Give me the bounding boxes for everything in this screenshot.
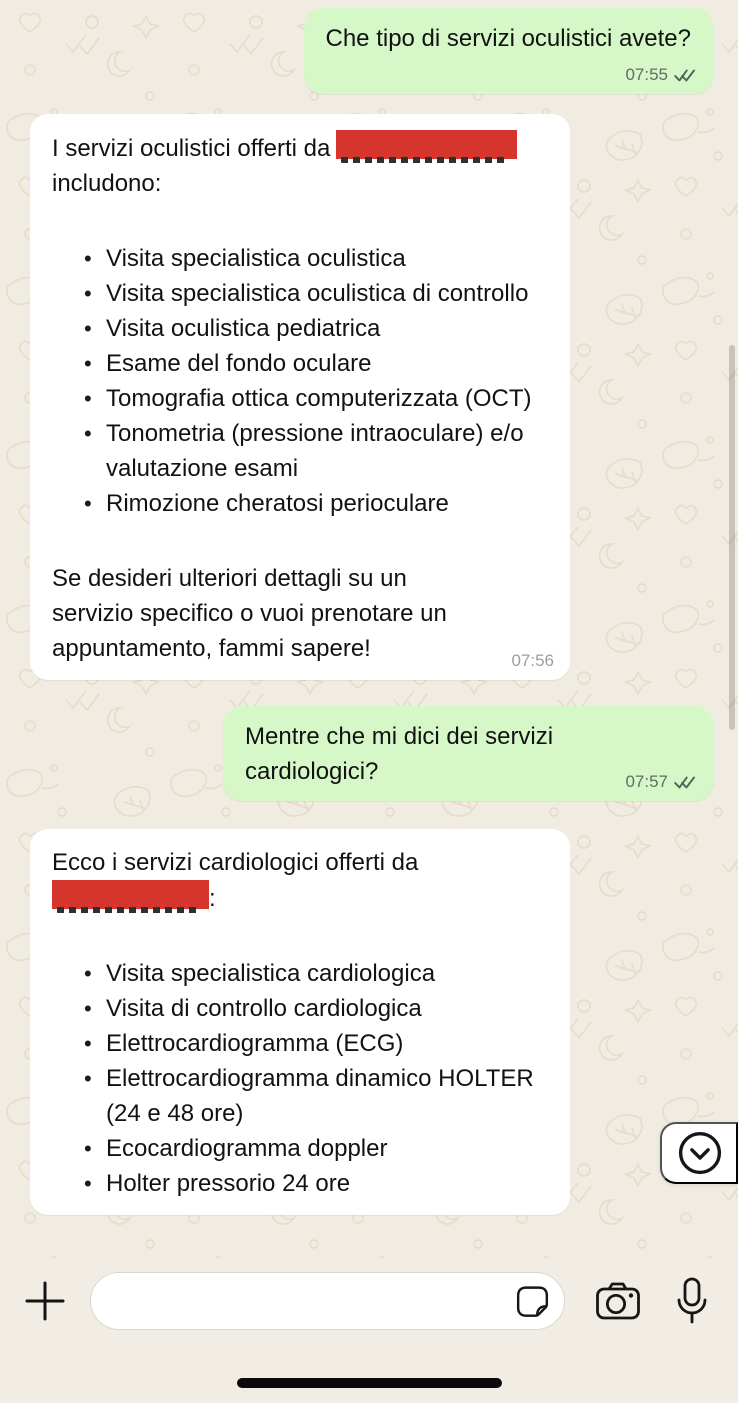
home-indicator[interactable] bbox=[237, 1378, 502, 1388]
list-item: • Tomografia ottica computerizzata (OCT) bbox=[106, 381, 548, 416]
incoming-message-bubble[interactable] bbox=[30, 829, 570, 1215]
service-list bbox=[52, 956, 548, 1201]
plus-icon bbox=[23, 1279, 67, 1323]
message-meta bbox=[625, 65, 697, 85]
double-check-icon bbox=[673, 68, 697, 83]
spacer bbox=[52, 201, 548, 241]
message-time: 07:55 bbox=[625, 65, 668, 84]
redaction-box bbox=[336, 130, 517, 159]
list-item: • Visita specialistica cardiologica bbox=[106, 956, 548, 991]
message-text: Che tipo di servizi oculistici avete? bbox=[325, 25, 691, 52]
message-intro-line: Ecco i servizi cardiologici offerti da bbox=[52, 849, 419, 876]
list-item: • Holter pressorio 24 ore bbox=[106, 1166, 548, 1201]
message-time: 07:56 bbox=[511, 651, 554, 670]
message-text: Mentre che mi dici dei servizi cardiologici? bbox=[245, 723, 554, 785]
list-item: • Esame del fondo oculare bbox=[106, 346, 548, 381]
list-item: • Rimozione cheratosi perioculare bbox=[106, 486, 548, 521]
voice-message-button[interactable] bbox=[666, 1273, 718, 1329]
attach-button[interactable] bbox=[22, 1275, 68, 1327]
list-item: • Elettrocardiogramma dinamico HOLTER (24 e 48 ore) bbox=[106, 1061, 548, 1131]
list-item: • Visita specialistica oculistica bbox=[106, 241, 548, 276]
scrollbar-thumb[interactable] bbox=[729, 345, 735, 730]
message-outro: Se desideri ulteriori dettagli su un servizio specifico o vuoi prenotare un appuntamento, fammi sapere! bbox=[52, 565, 447, 662]
message-intro-tail-line bbox=[52, 880, 548, 916]
microphone-icon bbox=[675, 1276, 709, 1326]
camera-icon bbox=[594, 1280, 642, 1322]
message-text: : bbox=[209, 885, 216, 912]
redaction-text-remnant bbox=[341, 157, 505, 163]
composer-row bbox=[0, 1270, 738, 1332]
redaction-box bbox=[52, 880, 209, 909]
message-time: 07:57 bbox=[625, 772, 668, 791]
message-input-pill[interactable] bbox=[90, 1272, 565, 1330]
message-meta bbox=[625, 772, 697, 792]
message-meta bbox=[511, 651, 554, 671]
message-intro-tail: includono: bbox=[52, 170, 162, 197]
message-text: I servizi oculistici offerti da bbox=[52, 135, 331, 162]
list-item: • Elettrocardiogramma (ECG) bbox=[106, 1026, 548, 1061]
outgoing-message-bubble[interactable] bbox=[304, 8, 714, 94]
outgoing-message-bubble[interactable] bbox=[223, 706, 713, 801]
sticker-button[interactable] bbox=[506, 1275, 558, 1327]
sticker-icon bbox=[514, 1283, 551, 1320]
list-item: • Tonometria (pressione intraoculare) e/o valutazione esami bbox=[106, 416, 548, 486]
redacted-name bbox=[336, 130, 517, 163]
list-item: • Visita di controllo cardiologica bbox=[106, 991, 548, 1026]
spacer bbox=[52, 916, 548, 956]
incoming-message-bubble[interactable] bbox=[30, 114, 570, 680]
redaction-text-remnant bbox=[57, 907, 197, 913]
camera-button[interactable] bbox=[592, 1275, 644, 1327]
redacted-name bbox=[52, 880, 209, 913]
list-item: • Visita specialistica oculistica di controllo bbox=[106, 276, 548, 311]
list-item: • Visita oculistica pediatrica bbox=[106, 311, 548, 346]
message-intro-line bbox=[52, 130, 548, 166]
chevron-down-circle-icon bbox=[675, 1128, 725, 1178]
message-input[interactable] bbox=[91, 1273, 506, 1329]
scroll-to-bottom-button[interactable] bbox=[660, 1122, 738, 1184]
service-list bbox=[52, 241, 548, 521]
spacer bbox=[52, 521, 548, 561]
list-item: • Ecocardiogramma doppler bbox=[106, 1131, 548, 1166]
double-check-icon bbox=[673, 775, 697, 790]
